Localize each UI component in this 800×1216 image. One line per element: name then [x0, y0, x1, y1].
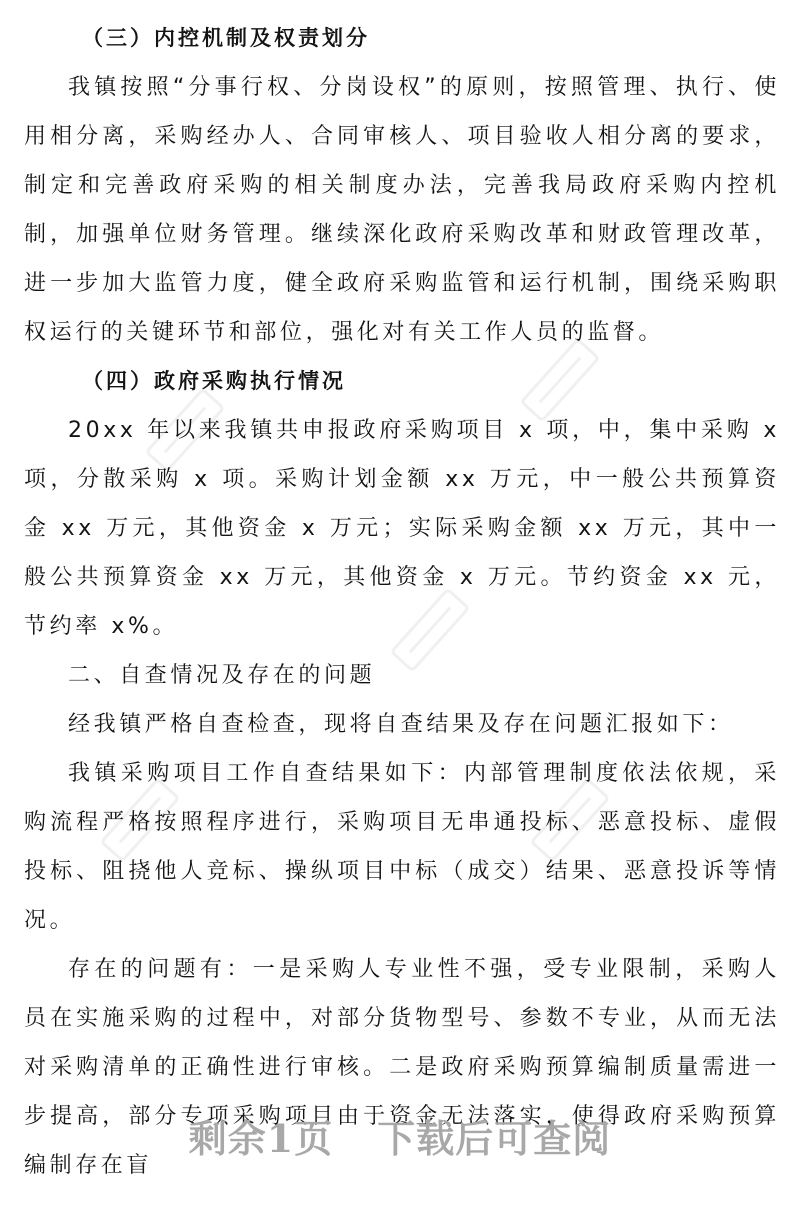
- download-to-view-text: 下载后可查阅: [377, 1116, 612, 1161]
- paragraph-self-inspection-intro: 经我镇严格自查检查，现将自查结果及存在问题汇报如下：: [68, 712, 734, 737]
- paragraph-existing-problems: 存在的问题有：一是采购人专业性不强，受专业限制，采购人员在实施采购的过程中，对部分货物型号、参数不专业，从而无法对采购清单的正确性进行审核。二是政府采购预算编制质量需进一步提高，部分专项采购项目由于资金无法落实，使得政府采购预算编制存在盲: [24, 957, 780, 1178]
- paragraph-internal-control: 我镇按照“分事行权、分岗设权”的原则，按照管理、执行、使用相分离，采购经办人、合同审核人、项目验收人相分离的要求，制定和完善政府采购的相关制度办法，完善我局政府采购内控机制，加强单位财务管理。继续深化政府采购改革和财政管理改革，进一步加大监管力度，健全政府采购监管和运行机制，围绕采购职权运行的关键环节和部位，强化对有关工作人员的监督。: [24, 75, 780, 345]
- section-heading-internal-control: （三）内控机制及权责划分: [82, 26, 370, 50]
- download-prompt[interactable]: [0, 1113, 800, 1165]
- section-heading-procurement-execution: （四）政府采购执行情况: [82, 369, 346, 393]
- section-heading-self-inspection: 二、自查情况及存在的问题: [68, 663, 376, 688]
- paragraph-procurement-execution: 20xx 年以来我镇共申报政府采购项目 x 项，中，集中采购 x 项，分散采购 x 项。采购计划金额 xx 万元，中一般公共预算资金 xx 万元，其他资金 x 万元；实际采购金额 xx 万元，其中一般公共预算资金 xx 万元，其他资金 x 万元。节约资金 xx 元，节约率 x%。: [24, 418, 780, 639]
- remaining-pages-text: 剩余1页: [188, 1116, 334, 1161]
- paragraph-self-inspection-results: 我镇采购项目工作自查结果如下：内部管理制度依法依规，采购流程严格按照程序进行，采购项目无串通投标、恶意投标、虚假投标、阻挠他人竞标、操纵项目中标（成交）结果、恶意投诉等情况。: [24, 761, 780, 933]
- document-body: [24, 14, 780, 1190]
